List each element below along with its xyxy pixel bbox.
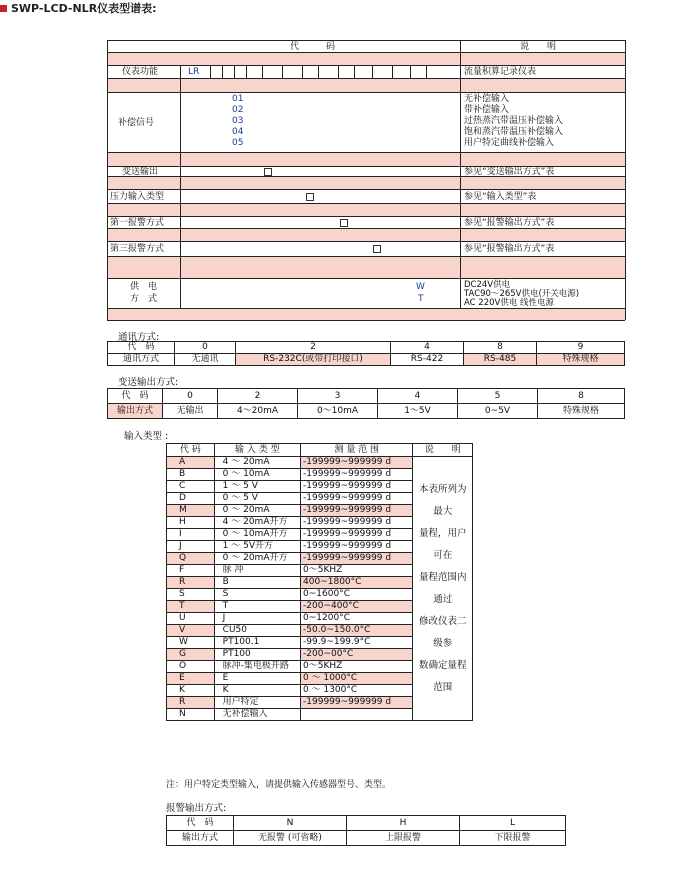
trans-cell: 代 码 [108, 389, 163, 404]
input-cell: PT100.1 [214, 637, 300, 649]
input-cell: 用户特定 [214, 697, 300, 709]
input-cell: B [167, 469, 215, 481]
row-label: 供 电 [130, 282, 158, 292]
row-desc: 参见“输入类型”表 [464, 192, 537, 202]
input-cell: 1 ～ 5 V [214, 481, 300, 493]
input-header-cell: 代 码 [167, 444, 215, 457]
input-note-line: 数确定量程范围 [418, 659, 467, 693]
option-checkbox[interactable] [373, 245, 381, 253]
row-desc: 流量积算记录仪表 [464, 67, 537, 77]
row-desc: 无补偿输入 [464, 94, 510, 104]
trans-cell: 5 [458, 389, 538, 404]
input-cell: -199999~999999 d [301, 469, 413, 481]
input-cell: -199999~999999 d [301, 505, 413, 517]
trans-cell: 输出方式 [108, 404, 163, 419]
input-cell: K [167, 685, 215, 697]
alarm-cell: 下限报警 [460, 831, 566, 846]
row-label: 变送输出 [122, 167, 159, 177]
input-cell: -199999~999999 d [301, 493, 413, 505]
input-cell: 0 ～ 10mA [214, 469, 300, 481]
trans-cell: 0~5V [458, 404, 538, 419]
trans-cell: 0 [163, 389, 218, 404]
comm-cell: 2 [236, 342, 391, 354]
input-cell: -199999~999999 d [301, 541, 413, 553]
header-code: 代 码 [290, 42, 336, 52]
row-label: 第一报警方式 [110, 218, 165, 228]
input-cell: T [167, 601, 215, 613]
alarm-cell: 代 码 [167, 816, 234, 831]
alarm-title: 报警输出方式: [166, 803, 227, 814]
input-cell: S [214, 589, 300, 601]
band [107, 203, 625, 216]
band [107, 53, 625, 65]
input-cell: T [214, 601, 300, 613]
input-cell: V [167, 625, 215, 637]
row-code: 01 [232, 94, 244, 104]
input-note [413, 457, 473, 721]
comm-cell: 0 [175, 342, 236, 354]
trans-cell: 1～5V [378, 404, 458, 419]
input-table [166, 443, 473, 721]
input-header-cell: 说 明 [413, 444, 473, 457]
trans-cell: 无输出 [163, 404, 218, 419]
input-cell: 4 ～ 20mA开方 [214, 517, 300, 529]
alarm-table [166, 815, 566, 846]
input-cell: -199999~999999 d [301, 457, 413, 469]
title-text: SWP-LCD-NLR仪表型谱表: [11, 2, 157, 15]
input-header-cell: 测 量 范 围 [301, 444, 413, 457]
row-desc: DC24V供电 [464, 280, 511, 290]
row-desc: 带补偿输入 [464, 105, 510, 115]
input-cell: -99.9~199.9°C [301, 637, 413, 649]
input-cell: 脉 冲 [214, 565, 300, 577]
comm-cell: 特殊规格 [537, 354, 625, 366]
input-cell: R [167, 577, 215, 589]
input-cell: 0～5KHZ [301, 661, 413, 673]
option-checkbox[interactable] [340, 219, 348, 227]
row-label: 仪表功能 [122, 67, 159, 77]
trans-cell: 8 [538, 389, 625, 404]
input-cell: -199999~999999 d [301, 517, 413, 529]
trans-cell: 特殊规格 [538, 404, 625, 419]
input-note-line: 量程范围内通过 [418, 571, 467, 605]
row-code: 02 [232, 105, 244, 115]
trans-cell: 2 [218, 389, 298, 404]
input-header-cell: 输 入 类 型 [214, 444, 300, 457]
input-cell: Q [167, 553, 215, 565]
page-title [0, 0, 677, 16]
input-cell: PT100 [214, 649, 300, 661]
input-cell: -50.0~150.0°C [301, 625, 413, 637]
comm-cell: 8 [464, 342, 537, 354]
option-checkbox[interactable] [264, 168, 272, 176]
input-cell: C [167, 481, 215, 493]
header-desc: 说 明 [520, 42, 557, 52]
alarm-cell: 上限报警 [347, 831, 460, 846]
comm-title: 通讯方式: [118, 332, 160, 343]
input-cell: 0~1200°C [301, 613, 413, 625]
input-cell: G [167, 649, 215, 661]
trans-cell: 0～10mA [298, 404, 378, 419]
input-cell: S [167, 589, 215, 601]
input-cell: D [167, 493, 215, 505]
title-bullet-icon [0, 5, 7, 12]
row-code: 05 [232, 138, 244, 148]
trans-title: 变送输出方式: [118, 377, 179, 388]
comm-cell: 无通讯 [175, 354, 236, 366]
input-cell: J [167, 541, 215, 553]
comm-cell: 通讯方式 [108, 354, 175, 366]
comm-cell: RS-232C(或带打印接口) [236, 354, 391, 366]
input-cell: R [167, 697, 215, 709]
row-desc: TAC90～265V供电(开关电源) [464, 289, 580, 299]
input-footnote: 注：用户特定类型输入，请提供输入传感器型号、类型。 [166, 780, 392, 790]
input-cell: H [167, 517, 215, 529]
row-code: T [418, 294, 424, 304]
row-code: W [416, 282, 425, 292]
input-cell: E [167, 673, 215, 685]
row-label: 方 式 [130, 294, 158, 304]
input-cell: 400~1800°C [301, 577, 413, 589]
input-cell: E [214, 673, 300, 685]
input-cell: 0 ～ 10mA开方 [214, 529, 300, 541]
comm-table [107, 341, 625, 366]
option-checkbox[interactable] [306, 193, 314, 201]
trans-table [107, 388, 625, 419]
input-cell: 0 ～ 20mA [214, 505, 300, 517]
band [107, 256, 625, 278]
input-note-line: 本表所列为最大 [418, 483, 467, 517]
input-cell: 1 ～ 5V开方 [214, 541, 300, 553]
band [107, 228, 625, 241]
input-cell: O [167, 661, 215, 673]
row-label: 补偿信号 [118, 118, 155, 128]
comm-cell: 代 码 [108, 342, 175, 354]
input-cell: CU50 [214, 625, 300, 637]
row-desc: 参见“报警输出方式”表 [464, 218, 555, 228]
row-desc: 用户特定曲线补偿输入 [464, 138, 555, 148]
band [107, 78, 625, 92]
input-cell: U [167, 613, 215, 625]
row-desc: AC 220V供电 线性电源 [464, 298, 555, 308]
row-label: 第三报警方式 [110, 244, 165, 254]
band [107, 176, 625, 189]
input-cell: M [167, 505, 215, 517]
input-cell: -199999~999999 d [301, 553, 413, 565]
trans-cell: 3 [298, 389, 378, 404]
input-cell: 0 ～ 20mA开方 [214, 553, 300, 565]
input-row [167, 457, 473, 469]
input-cell: 无补偿输入 [214, 709, 300, 721]
band [107, 152, 625, 166]
input-cell: F [167, 565, 215, 577]
input-cell: 脉冲-集电极开路 [214, 661, 300, 673]
input-cell: I [167, 529, 215, 541]
row-desc: 参见“报警输出方式”表 [464, 244, 555, 254]
input-cell: 0～5KHZ [301, 565, 413, 577]
input-cell: -200~00°C [301, 649, 413, 661]
row-desc: 过热蒸汽带温压补偿输入 [464, 116, 564, 126]
input-note-line: 量程，用户可在 [418, 527, 467, 561]
input-cell: W [167, 637, 215, 649]
alarm-cell: N [234, 816, 347, 831]
input-note-line: 修改仪表二级参 [418, 615, 467, 649]
input-cell: -200~400°C [301, 601, 413, 613]
input-cell: 0 ～ 1000°C [301, 673, 413, 685]
row-code: LR [188, 67, 200, 77]
trans-cell: 4 [378, 389, 458, 404]
input-cell: 4 ～ 20mA [214, 457, 300, 469]
trans-cell: 4～20mA [218, 404, 298, 419]
comm-cell: 4 [391, 342, 464, 354]
input-cell: K [214, 685, 300, 697]
alarm-cell: 输出方式 [167, 831, 234, 846]
input-cell: -199999~999999 d [301, 697, 413, 709]
input-cell: -199999~999999 d [301, 481, 413, 493]
row-code: 03 [232, 116, 244, 126]
alarm-cell: H [347, 816, 460, 831]
input-cell: 0 ～ 1300°C [301, 685, 413, 697]
input-cell: 0~1600°C [301, 589, 413, 601]
alarm-cell: 无报警 (可省略) [234, 831, 347, 846]
row-desc: 饱和蒸汽带温压补偿输入 [464, 127, 564, 137]
input-cell: 0 ～ 5 V [214, 493, 300, 505]
row-desc: 参见“变送输出方式”表 [464, 167, 555, 177]
input-cell: N [167, 709, 215, 721]
input-cell: A [167, 457, 215, 469]
input-cell: B [214, 577, 300, 589]
alarm-cell: L [460, 816, 566, 831]
input-cell: -199999~999999 d [301, 529, 413, 541]
row-label: 压力输入类型 [110, 192, 165, 202]
input-cell [301, 709, 413, 721]
band [107, 308, 625, 320]
comm-cell: RS-485 [464, 354, 537, 366]
comm-cell: RS-422 [391, 354, 464, 366]
input-title: 输入类型 : [124, 431, 169, 442]
comm-cell: 9 [537, 342, 625, 354]
row-code: 04 [232, 127, 244, 137]
input-cell: J [214, 613, 300, 625]
